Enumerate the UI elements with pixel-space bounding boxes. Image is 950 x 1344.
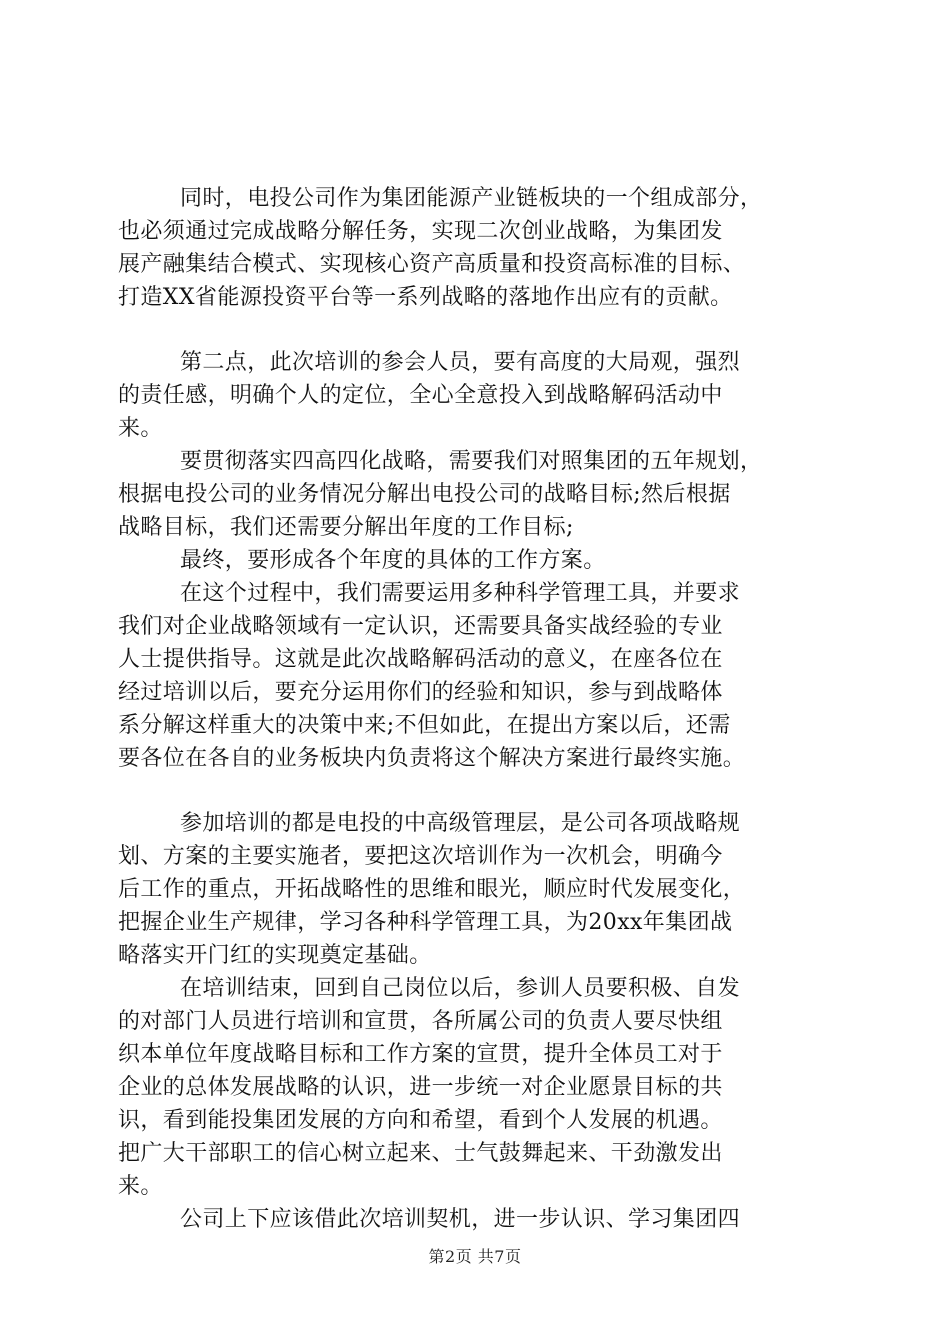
text-line: 要各位在各自的业务板块内负责将这个解决方案进行最终实施。 [118, 746, 746, 771]
text-line: 略落实开门红的实现奠定基础。 [118, 943, 432, 968]
text-line: 来。 [118, 416, 163, 441]
text-line: 战略目标，我们还需要分解出年度的工作目标; [118, 515, 574, 540]
text-line: 把握企业生产规律，学习各种科学管理工具，为20xx年集团战 [118, 910, 733, 935]
text-line: 经过培训以后，要充分运用你们的经验和知识，参与到战略体 [118, 680, 723, 705]
text-line: 要贯彻落实四高四化战略，需要我们对照集团的五年规划， [180, 449, 763, 474]
paragraph-gap [118, 775, 838, 807]
text-line: 展产融集结合模式、实现核心资产高质量和投资高标准的目标、 [118, 252, 746, 277]
text-line: 划、方案的主要实施者，要把这次培训作为一次机会，明确今 [118, 844, 723, 869]
text-line: 第二点，此次培训的参会人员，要有高度的大局观，强烈 [180, 350, 741, 375]
text-line: 来。 [118, 1174, 163, 1199]
text-line: 参加培训的都是电投的中高级管理层，是公司各项战略规 [180, 811, 741, 836]
text-line: 的对部门人员进行培训和宣贯，各所属公司的负责人要尽快组 [118, 1009, 723, 1034]
text-line: 把广大干部职工的信心树立起来、士气鼓舞起来、干劲激发出 [118, 1141, 723, 1166]
text-line: 公司上下应该借此次培训契机，进一步认识、学习集团四 [180, 1207, 741, 1232]
text-line: 最终，要形成各个年度的具体的工作方案。 [180, 548, 606, 573]
text-line: 的责任感，明确个人的定位，全心全意投入到战略解码活动中 [118, 383, 723, 408]
text-line: 同时，电投公司作为集团能源产业链板块的一个组成部分， [180, 186, 763, 211]
text-line: 在培训结束，回到自己岗位以后，参训人员要积极、自发 [180, 976, 741, 1001]
document-body [118, 182, 838, 1236]
text-line: 人士提供指导。这就是此次战略解码活动的意义，在座各位在 [118, 647, 723, 672]
text-line: 系分解这样重大的决策中来;不但如此，在提出方案以后，还需 [118, 713, 731, 738]
text-line: 织本单位年度战略目标和工作方案的宣贯，提升全体员工对于 [118, 1042, 723, 1067]
text-line: 后工作的重点，开拓战略性的思维和眼光，顺应时代发展变化， [118, 877, 746, 902]
text-line: 我们对企业战略领域有一定认识，还需要具备实战经验的专业 [118, 614, 723, 639]
text-line: 打造XX省能源投资平台等一系列战略的落地作出应有的贡献。 [118, 285, 733, 310]
paragraph-gap [118, 314, 838, 346]
text-line: 企业的总体发展战略的认识，进一步统一对企业愿景目标的共 [118, 1075, 723, 1100]
text-line: 也必须通过完成战略分解任务，实现二次创业战略，为集团发 [118, 219, 723, 244]
page-footer: 第2页 共7页 [428, 1247, 522, 1266]
text-line: 根据电投公司的业务情况分解出电投公司的战略目标;然后根据 [118, 482, 731, 507]
text-line: 在这个过程中，我们需要运用多种科学管理工具，并要求 [180, 581, 741, 606]
text-line: 识，看到能投集团发展的方向和希望，看到个人发展的机遇。 [118, 1108, 723, 1133]
